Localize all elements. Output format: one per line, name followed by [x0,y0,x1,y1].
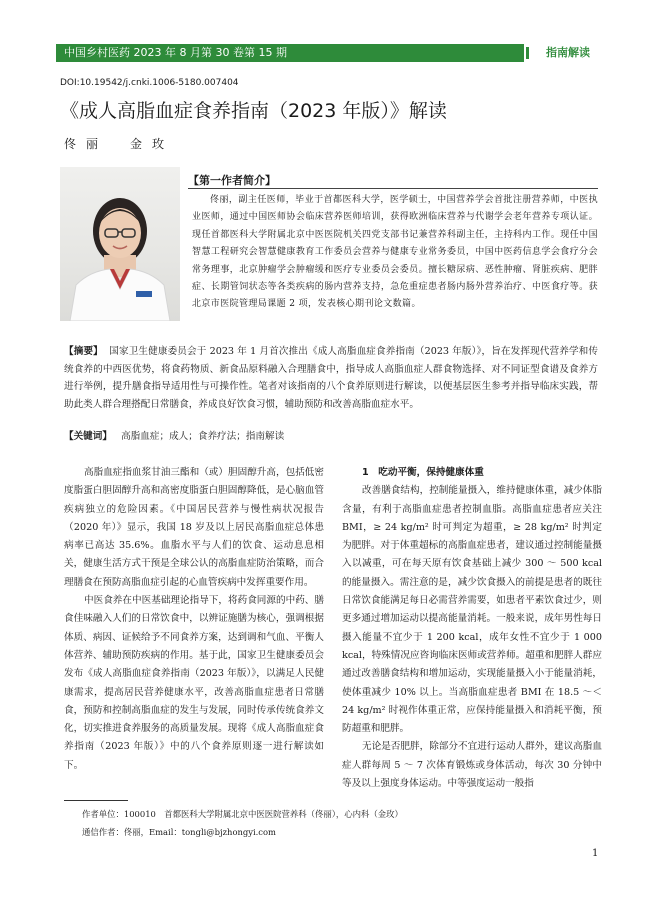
journal-info: 中国乡村医药 2023 年 8 月第 30 卷第 15 期 [64,46,287,59]
keywords-text: 高脂血症；成人；食养疗法；指南解读 [121,431,285,442]
page-number: 1 [592,848,599,859]
footnote-divider [64,800,128,801]
keywords-label: 【关键词】 [64,431,112,442]
keywords [64,428,284,442]
abstract-label: 【摘要】 [64,346,103,357]
article-title: 《成人高脂血症食养指南（2023 年版）》解读 [60,100,447,122]
abstract [64,343,598,413]
section-heading: 1 吃动平衡，保持健康体重 [362,467,484,478]
left-column [64,464,324,775]
doi: DOI:10.19542/j.cnki.1006-5180.007404 [60,78,239,88]
author-portrait-illustration [60,167,180,321]
section-label: 指南解读 [546,46,590,59]
section-tag [524,44,596,62]
body-paragraph: 高脂血症指血浆甘油三酯和（或）胆固醇升高，包括低密度脂蛋白胆固醇升高和高密度脂蛋白胆固醇降低，是心脑血管疾病独立的危险因素。《中国居民营养与慢性病状况报告（2020 年）》显示，我国 18 岁及以上居民高脂血症总体患病率已高达 35.6%。血脂水平与人们的饮食、运动息息相关，健康生活方式干预是全球公认的高脂血症防治策略，而合理膳食在预防高脂血症引起的心血管疾病中发挥重要作用。 [64,467,324,588]
footnote-correspondence: 通信作者：佟丽，Email：tongli@bjzhongyi.com [82,827,276,837]
abstract-text: 国家卫生健康委员会于 2023 年 1 月首次推出《成人高脂血症食养指南（2023 年版）》，旨在发挥现代营养学和传统食养的中西医优势，将食药物质、新食品原料融入合理膳食中，指导成人高脂血症人群食物选择、对不同证型食谱及食养方进行举例，提升膳食指导适用性与可操作性。笔者对该指南的八个食养原则进行解读，以便基层医生参考并指导临床实践，帮助此类人群合理搭配日常膳食，养成良好饮食习惯，辅助预防和改善高脂血症水平。 [64,346,598,410]
bio-heading: 【第一作者简介】 [188,174,276,187]
author-photo [60,167,180,321]
authors: 佟丽 金玫 [64,137,175,151]
body-paragraph: 无论是否肥胖，除部分不宜进行运动人群外，建议高脂血症人群每周 5 ～ 7 次体育锻炼或身体活动，每次 30 分钟中等及以上强度身体运动。中等强度运动一般指 [342,741,602,790]
body-paragraph: 中医食养在中医基础理论指导下，将药食同源的中药、膳食佳味融入人们的日常饮食中，以辨证施膳为核心，强调根据体质、病因、证候给予不同食养方案，达到调和气血、平衡人体营养、辅助预防疾病的作用。基于此，国家卫生健康委员会发布《成人高脂血症食养指南（2023 年版）》，以满足人民健康需求，提高居民营养健康水平，改善高脂血症患者日常膳食，预防和控制高脂血症的发生与发展，同时传承传统食养文化，切实推进食养服务的高质量发展。现将《成人高脂血症食养指南（2023 年版）》中的八个食养原则逐一进行解读如下。 [64,595,324,771]
bio-divider [188,188,598,189]
footnote-affiliation: 作者单位：100010 首都医科大学附属北京中医医院营养科（佟丽），心内科（金玫） [82,809,403,819]
journal-header [56,44,596,62]
author-bio: 佟丽，副主任医师，毕业于首都医科大学，医学硕士，中国营养学会首批注册营养师，中医执业医师，通过中国医师协会临床营养医师培训，获得欧洲临床营养与代谢学会老年营养专项认证。现任首都医科大学附属北京中医医院机关四党支部书记兼营养科副主任，主持科内工作。现任中国智慧工程研究会智慧健康教育工作委员会营养与健康专业常务委员，中国中医药信息学会食疗分会常务理事，北京肿瘤学会肿瘤缓和医疗专业委员会委员。擅长糖尿病、恶性肿瘤、肾脏疾病、肥胖症、长期管饲状态等各类疾病的肠内营养支持，急危重症患者肠内肠外营养治疗、中医食疗等。获北京市医院管理局课题 2 项，发表核心期刊论文数篇。 [192,195,598,310]
right-column [342,464,602,793]
section-tag-bar [526,47,529,59]
body-paragraph: 改善膳食结构，控制能量摄入，维持健康体重，减少体脂含量，有利于高脂血症患者控制血脂。高脂血症患者应关注 BMI，≥ 24 kg/m² 时可判定为超重，≥ 28 kg/m² 时判定为肥胖。对于体重超标的高脂血症患者，建议通过控制能量摄入以减重，可在每天原有饮食基础上减少 300 ～ 500 kcal 的能量摄入。需注意的是，减少饮食摄入的前提是患者的既往日常饮食能满足每日必需营养需要，如患者平素饮食过少，则更多通过增加运动以提高能量消耗。一般来说，成年男性每日摄入能量不宜少于 1 200 kcal，成年女性不宜少于 1 000 kcal，特殊情况应咨询临床医师或营养师。超重和肥胖人群应通过改善膳食结构和增加运动，实现能量摄入小于能量消耗，使体重减少 10% 以上。当高脂血症患者 BMI 在 18.5 ～＜ 24 kg/m² 时视作体重正常，应保持能量摄入和消耗平衡，预防超重和肥胖。 [342,485,602,735]
